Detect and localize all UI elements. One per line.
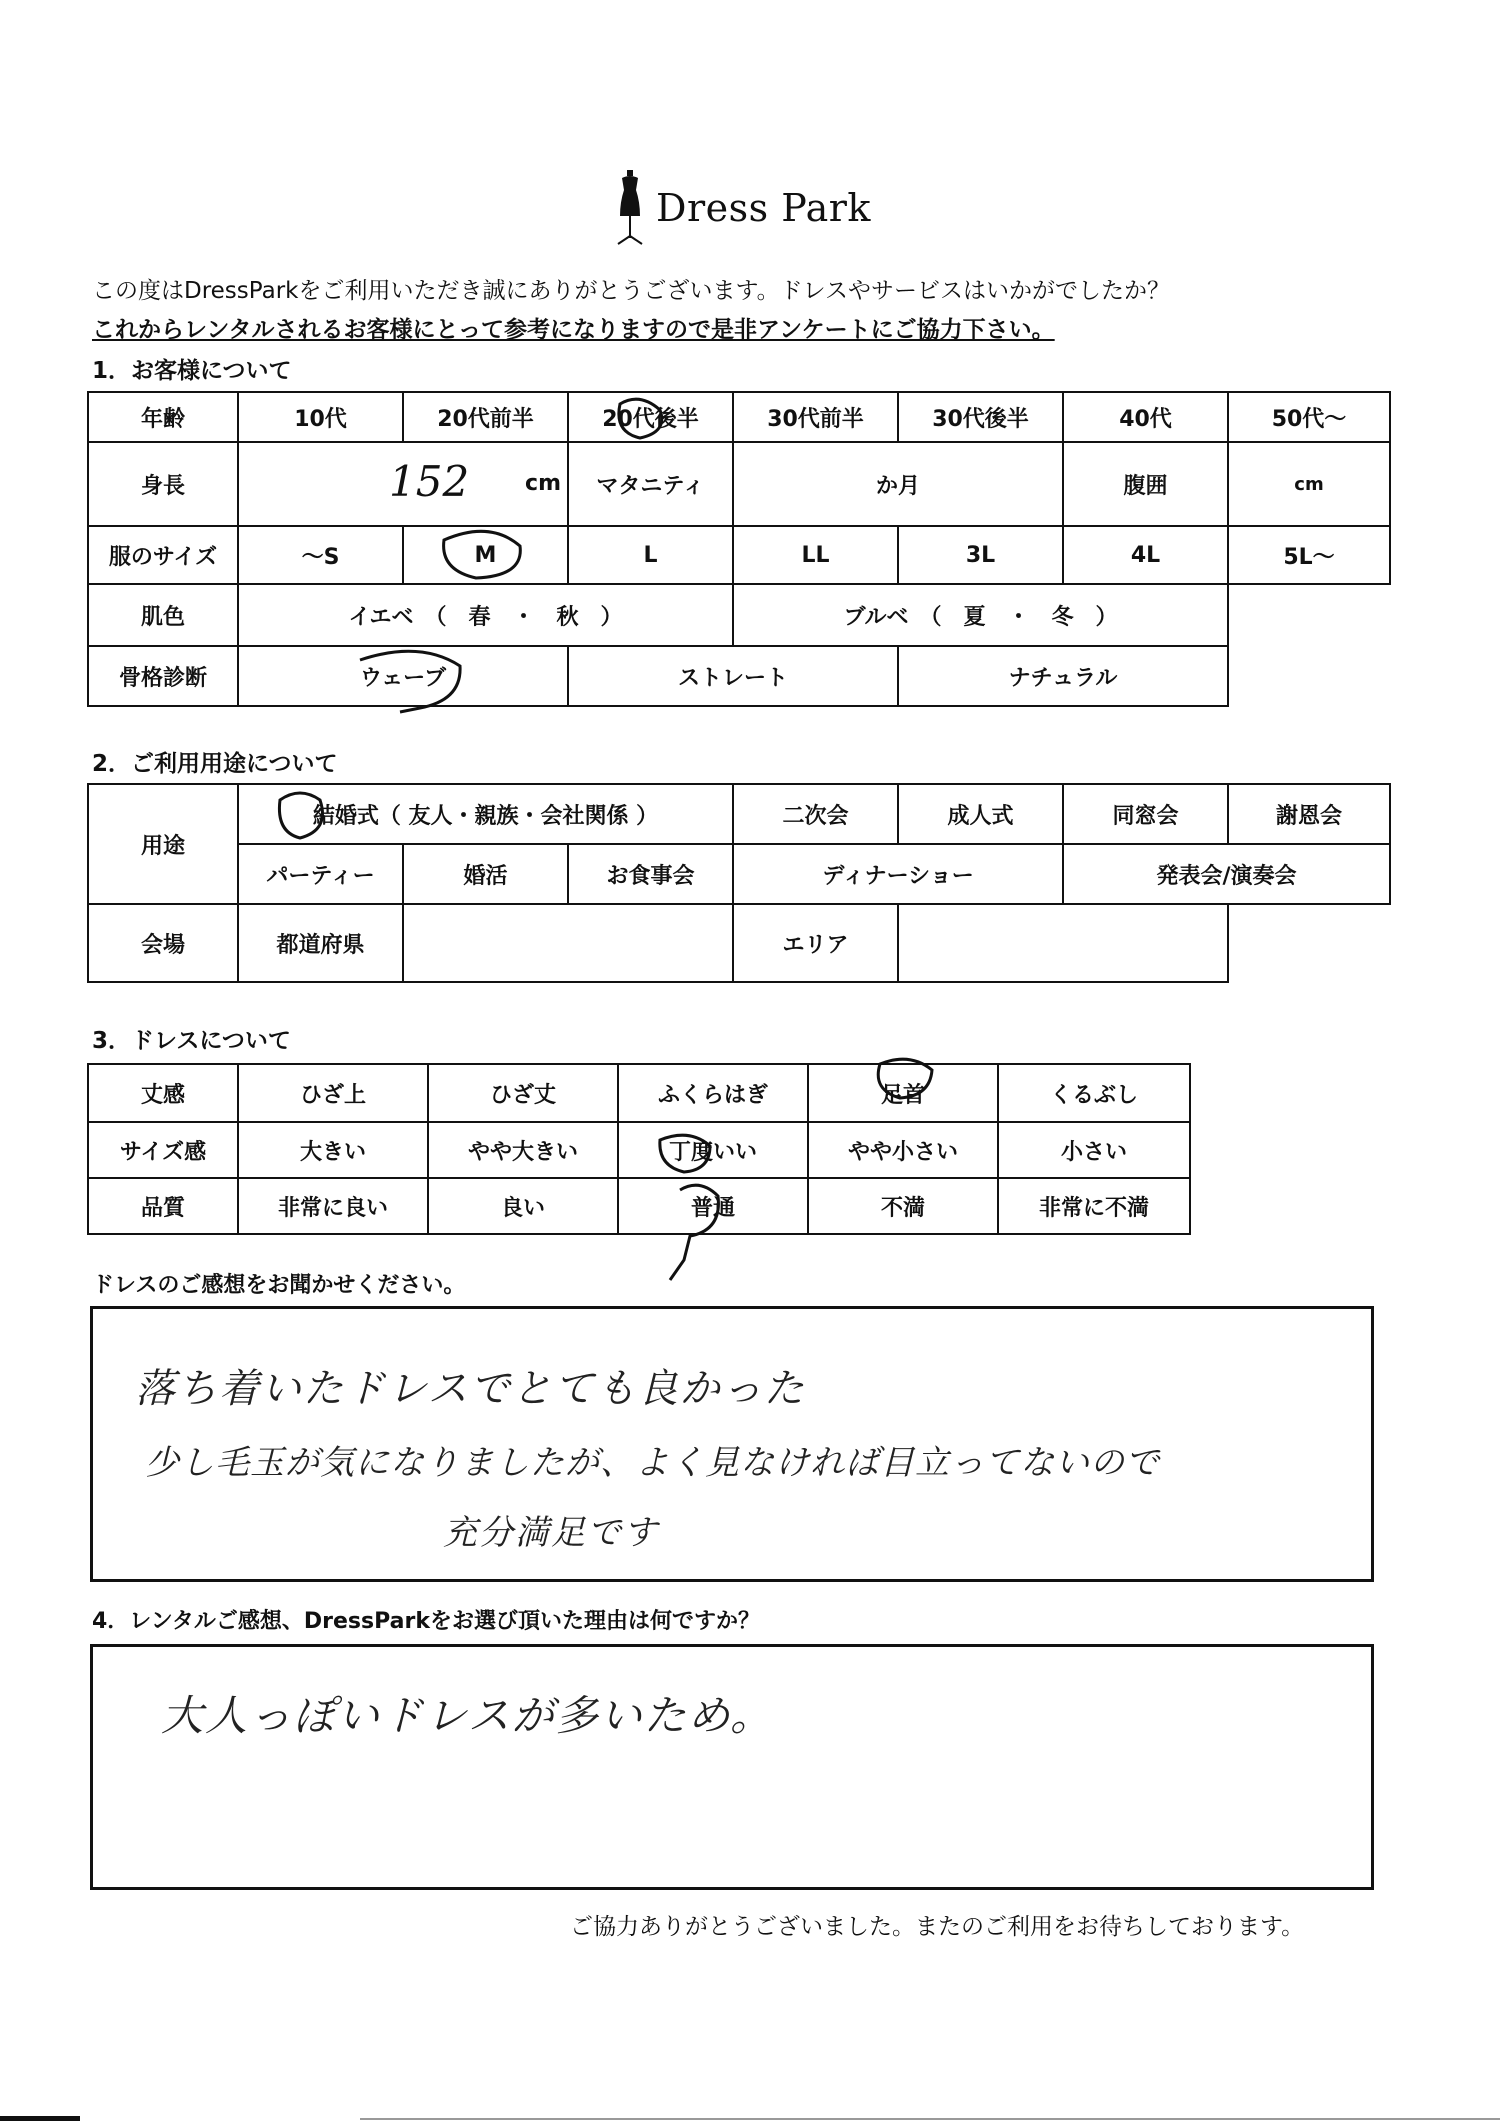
purpose-wedding-selected[interactable]: 結婚式（ 友人・親族・会社関係 ） <box>238 784 733 844</box>
scan-edge-line <box>360 2118 1500 2120</box>
quality-label: 品質 <box>88 1178 238 1234</box>
purpose-table <box>87 783 1391 983</box>
area-label: エリア <box>733 904 898 982</box>
age-option[interactable]: 30代前半 <box>733 392 898 442</box>
waist-label: 腹囲 <box>1063 442 1228 526</box>
age-option[interactable]: 20代前半 <box>403 392 568 442</box>
skin-label: 肌色 <box>88 584 238 646</box>
height-label: 身長 <box>88 442 238 526</box>
length-option[interactable]: くるぶし <box>998 1064 1190 1122</box>
blank-cell <box>1228 904 1390 982</box>
length-option[interactable]: ひざ上 <box>238 1064 428 1122</box>
purpose-row1 <box>88 784 1390 844</box>
fit-option-selected[interactable]: 丁度いい <box>618 1122 808 1178</box>
blank-cell <box>1228 584 1390 646</box>
purpose-option[interactable]: 成人式 <box>898 784 1063 844</box>
length-option-selected[interactable]: 足首 <box>808 1064 998 1122</box>
skin-row <box>88 584 1390 646</box>
dress-comment-line: 落ち着いたドレスでとても良かった <box>135 1366 806 1412</box>
purpose-option[interactable]: パーティー <box>238 844 403 904</box>
purpose-row2 <box>88 844 1390 904</box>
fit-label: サイズ感 <box>88 1122 238 1178</box>
venue-label: 会場 <box>88 904 238 982</box>
age-option[interactable]: 10代 <box>238 392 403 442</box>
height-unit: cm <box>525 471 561 496</box>
frame-option[interactable]: ストレート <box>568 646 898 706</box>
height-value: 152 <box>389 457 470 506</box>
area-field[interactable] <box>898 904 1228 982</box>
reason-answer: 大人っぽいドレスが多いため。 <box>161 1691 775 1740</box>
section4-title: 4．レンタルご感想、DressParkをお選び頂いた理由は何ですか？ <box>92 1609 760 1634</box>
frame-label: 骨格診断 <box>88 646 238 706</box>
size-option-selected[interactable]: M <box>403 526 568 584</box>
dress-comment-line: 少し毛玉が気になりましたが、よく見なければ目立ってないので <box>145 1443 1160 1483</box>
purpose-option[interactable]: 謝恩会 <box>1228 784 1390 844</box>
age-option[interactable]: 40代 <box>1063 392 1228 442</box>
reason-box[interactable] <box>90 1644 1374 1890</box>
prefecture-field[interactable] <box>403 904 733 982</box>
fit-option[interactable]: やや小さい <box>808 1122 998 1178</box>
size-option[interactable]: 3L <box>898 526 1063 584</box>
age-row <box>88 392 1390 442</box>
prefecture-label: 都道府県 <box>238 904 403 982</box>
size-option[interactable]: LL <box>733 526 898 584</box>
size-row <box>88 526 1390 584</box>
height-row <box>88 442 1390 526</box>
length-row <box>88 1064 1190 1122</box>
size-option[interactable]: 5L～ <box>1228 526 1390 584</box>
customer-table <box>87 391 1391 707</box>
dress-comment-prompt: ドレスのご感想をお聞かせください。 <box>92 1273 466 1298</box>
dress-comment-box[interactable] <box>90 1306 1374 1582</box>
venue-row <box>88 904 1390 982</box>
purpose-option[interactable]: 発表会/演奏会 <box>1063 844 1390 904</box>
intro-request: これからレンタルされるお客様にとって参考になりますので是非アンケートにご協力下さい。 <box>92 317 1055 343</box>
purpose-option[interactable]: 二次会 <box>733 784 898 844</box>
age-option[interactable]: 50代～ <box>1228 392 1390 442</box>
age-option[interactable]: 30代後半 <box>898 392 1063 442</box>
dress-table <box>87 1063 1191 1235</box>
quality-option-selected[interactable]: 普通 <box>618 1178 808 1234</box>
size-option[interactable]: 4L <box>1063 526 1228 584</box>
skin-blue[interactable]: ブルベ （ 夏 ・ 冬 ） <box>733 584 1228 646</box>
dress-comment-line: 充分満足です <box>443 1513 659 1553</box>
height-field[interactable] <box>238 442 568 526</box>
quality-option[interactable]: 不満 <box>808 1178 998 1234</box>
purpose-option[interactable]: 婚活 <box>403 844 568 904</box>
thanks-message: ご協力ありがとうございました。またのご利用をお待ちしております。 <box>570 1914 1305 1940</box>
size-label: 服のサイズ <box>88 526 238 584</box>
size-option[interactable]: L <box>568 526 733 584</box>
fit-option[interactable]: やや大きい <box>428 1122 618 1178</box>
waist-unit[interactable]: cm <box>1228 442 1390 526</box>
scan-edge-mark <box>0 2116 80 2121</box>
frame-option[interactable]: ナチュラル <box>898 646 1228 706</box>
skin-yellow[interactable]: イエベ （ 春 ・ 秋 ） <box>238 584 733 646</box>
quality-option[interactable]: 良い <box>428 1178 618 1234</box>
age-label: 年齢 <box>88 392 238 442</box>
intro-text: この度はDressParkをご利用いただき誠にありがとうございます。ドレスやサービスはいかがでしたか？ <box>92 278 1170 304</box>
fit-row <box>88 1122 1190 1178</box>
brand-logo <box>610 168 910 258</box>
blank-cell <box>1228 646 1390 706</box>
section3-title: 3．ドレスについて <box>92 1028 291 1054</box>
length-option[interactable]: ひざ丈 <box>428 1064 618 1122</box>
length-label: 丈感 <box>88 1064 238 1122</box>
purpose-label: 用途 <box>88 784 238 904</box>
maternity-months[interactable]: か月 <box>733 442 1063 526</box>
age-option-selected[interactable]: 20代後半 <box>568 392 733 442</box>
fit-option[interactable]: 大きい <box>238 1122 428 1178</box>
section2-title: 2．ご利用用途について <box>92 751 338 777</box>
purpose-option[interactable]: お食事会 <box>568 844 733 904</box>
size-option[interactable]: ～S <box>238 526 403 584</box>
quality-option[interactable]: 非常に良い <box>238 1178 428 1234</box>
purpose-option[interactable]: ディナーショー <box>733 844 1063 904</box>
dress-form-icon <box>610 168 650 258</box>
quality-option[interactable]: 非常に不満 <box>998 1178 1190 1234</box>
brand-name: Dress Park <box>656 186 871 230</box>
purpose-option[interactable]: 同窓会 <box>1063 784 1228 844</box>
fit-option[interactable]: 小さい <box>998 1122 1190 1178</box>
quality-row <box>88 1178 1190 1234</box>
length-option[interactable]: ふくらはぎ <box>618 1064 808 1122</box>
maternity-label: マタニティ <box>568 442 733 526</box>
frame-option-selected[interactable]: ウェーブ <box>238 646 568 706</box>
section1-title: 1．お客様について <box>92 358 292 384</box>
frame-row <box>88 646 1390 706</box>
